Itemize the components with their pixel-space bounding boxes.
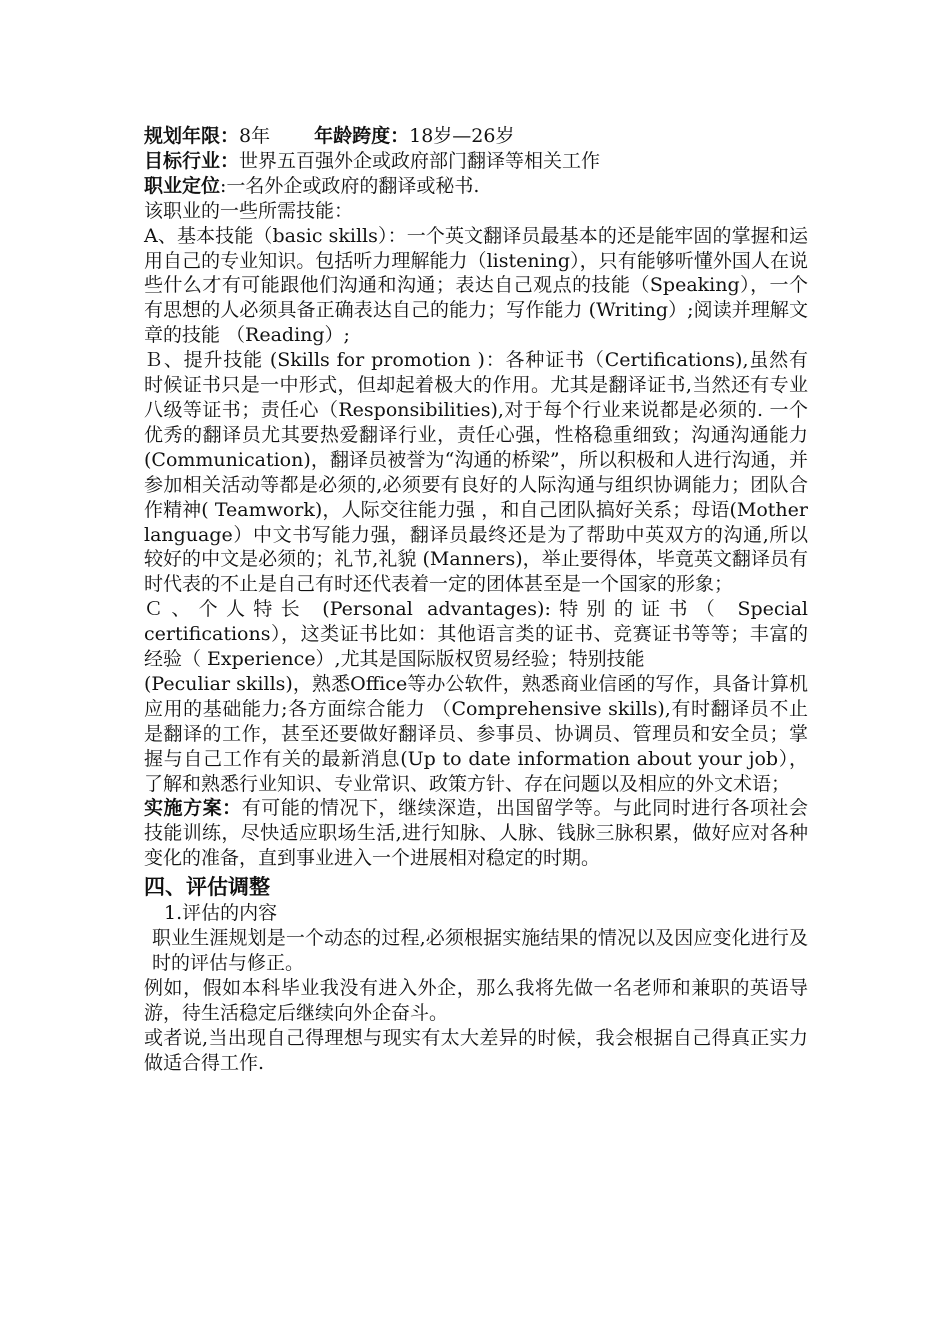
section-heading: 四、评估调整 (144, 875, 270, 900)
skills-a-paragraph: A、基本技能（basic skills）：一个英文翻译员最基本的还是能牢固的掌握和运用自己的专业知识。包括听力理解能力（listening），只有能够听懂外国人在说些什么才有可能跟他们沟通和沟通；表达自己观点的技能（Speaking），一个有思想的人必须具备正确表达自己的能力；写作能力 (Writing）;阅读并理解文章的技能 （Reading）; (144, 224, 808, 347)
industry-value: 世界五百强外企或政府部门翻译等相关工作 (239, 149, 601, 172)
years-value: 8年 (239, 125, 271, 147)
evaluation-paragraph-1: 职业生涯规划是一个动态的过程,必须根据实施结果的情况以及因应变化进行及时的评估与修正。 (152, 927, 808, 974)
plan-years-age-line (144, 124, 808, 149)
position-label: 职业定位 (144, 174, 221, 197)
career-position-line (144, 174, 808, 199)
target-industry-line (144, 149, 808, 174)
skills-c-paragraph-1: Ｃ、个人特长 (Personal advantages):特别的证书（ Special certifications），这类证书比如：其他语言类的证书、竞赛证书等等；丰富的经验（ Experience）,尤其是国际版权贸易经验；特别技能 (144, 598, 808, 671)
age-label: 年龄跨度： (314, 125, 410, 147)
document-page (144, 124, 808, 1076)
skills-intro: 该职业的一些所需技能： (144, 199, 354, 222)
implementation-text: 有可能的情况下，继续深造，出国留学等。与此同时进行各项社会技能训练，尽快适应职场生活,进行知脉、人脉、钱脉三脉积累，做好应对各种变化的准备，直到事业进入一个进展相对稳定的时期。 (144, 797, 808, 870)
age-value: 18岁—26岁 (409, 125, 515, 147)
subsection-title: 1.评估的内容 (164, 902, 278, 925)
skills-c-paragraph-2: (Peculiar skills)，熟悉Office等办公软件，熟悉商业信函的写作，具备计算机应用的基础能力;各方面综合能力 （Comprehensive skills),有时翻译员不止是翻译的工作，甚至还要做好翻译员、参事员、协调员、管理员和安全员；掌握与自己工作有关的最新消息(Up to date information about your job），了解和熟悉行业知识、专业常识、政策方针、存在问题以及相应的外文术语； (144, 672, 808, 795)
evaluation-paragraph-2: 例如，假如本科毕业我没有进入外企，那么我将先做一名老师和兼职的英语导游，待生活稳定后继续向外企奋斗。 (144, 976, 808, 1024)
skills-b-paragraph: Ｂ、提升技能 (Skills for promotion )：各种证书（Certifications),虽然有时候证书只是一中形式，但却起着极大的作用。尤其是翻译证书,当然还有专业八级等证书；责任心（Responsibilities),对于每个行业来说都是必须的. 一个优秀的翻译员尤其要热爱翻译行业，责任心强，性格稳重细致；沟通沟通能力(Communication)，翻译员被誉为“沟通的桥梁”，所以积极和人进行沟通，并参加相关活动等都是必须的,必须要有良好的人际沟通与组织协调能力；团队合作精神( Teamwork)，人际交往能力强 ，和自己团队搞好关系；母语(Mother language）中文书写能力强，翻译员最终还是为了帮助中英双方的沟通,所以较好的中文是必须的；礼节,礼貌 (Manners)，举止要得体，毕竟英文翻译员有时代表的不止是自己有时还代表着一定的团体甚至是一个国家的形象； (144, 349, 808, 596)
evaluation-paragraph-3: 或者说,当出现自己得理想与现实有太大差异的时候，我会根据自己得真正实力做适合得工作. (144, 1026, 808, 1074)
industry-label: 目标行业： (144, 149, 240, 172)
implementation-label: 实施方案： (144, 797, 242, 820)
position-value: :一名外企或政府的翻译或秘书. (220, 174, 480, 197)
years-label: 规划年限： (144, 125, 240, 147)
implementation-paragraph (144, 796, 808, 871)
